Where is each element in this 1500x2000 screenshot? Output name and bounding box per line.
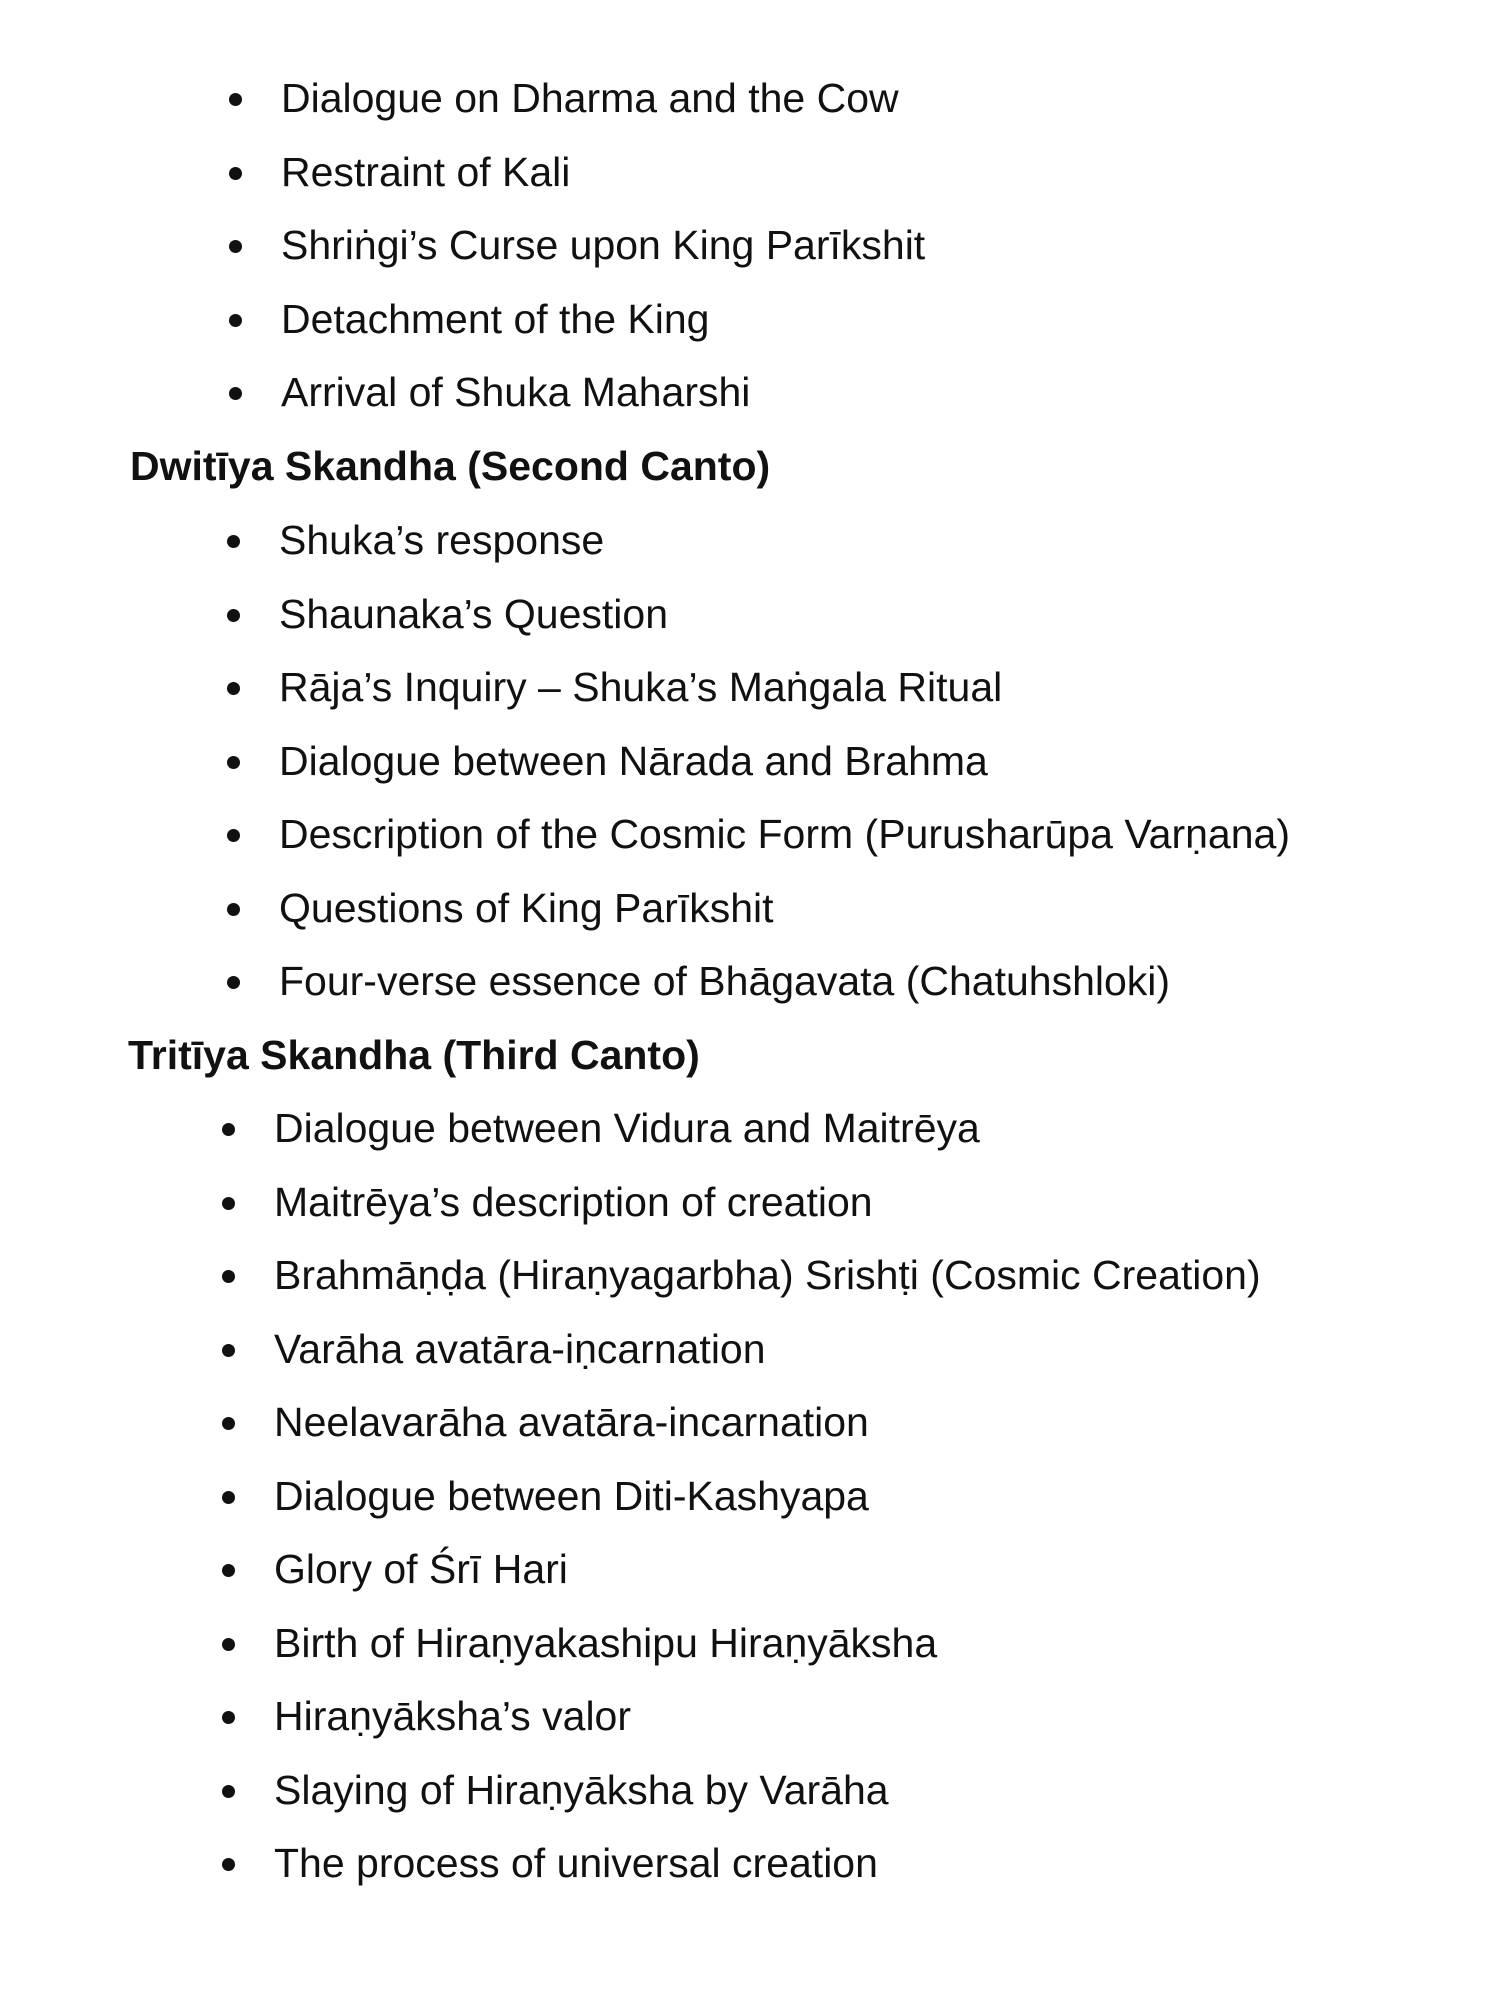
bullet-icon bbox=[222, 1785, 235, 1798]
list-item bbox=[281, 356, 925, 430]
list-item-text: Birth of Hiraṇyakashipu Hiraṇyāksha bbox=[274, 1619, 938, 1666]
bullet-icon bbox=[222, 1858, 235, 1871]
list-item-text: Four-verse essence of Bhāgavata (Chatuhshloki) bbox=[279, 958, 1171, 1004]
list-item-text: Dialogue between Diti-Kashyapa bbox=[274, 1472, 869, 1519]
bullet-icon bbox=[222, 1638, 235, 1651]
list-item bbox=[281, 283, 925, 357]
bullet-icon bbox=[222, 1270, 235, 1283]
bullet-icon bbox=[227, 829, 240, 842]
list-item-text: Shriṅgi’s Curse upon King Parīkshit bbox=[281, 222, 926, 268]
bullet-icon bbox=[222, 1123, 235, 1136]
list-item-text: Dialogue on Dharma and the Cow bbox=[281, 75, 899, 121]
bullet-icon bbox=[222, 1491, 235, 1504]
list-item bbox=[279, 872, 1290, 946]
list-item bbox=[279, 945, 1290, 1019]
third-canto-heading: Tritīya Skandha (Third Canto) bbox=[128, 1032, 700, 1078]
list-item bbox=[279, 578, 1290, 652]
list-item bbox=[281, 62, 925, 136]
list-item-text: Hiraṇyāksha’s valor bbox=[274, 1693, 632, 1739]
list-item bbox=[274, 1533, 1261, 1607]
list-item-text: Rāja’s Inquiry – Shuka’s Maṅgala Ritual bbox=[279, 664, 1003, 710]
list-item-text: Questions of King Parīkshit bbox=[279, 884, 774, 931]
list-item bbox=[274, 1313, 1261, 1387]
list-item bbox=[279, 504, 1290, 578]
list-item-text: The process of universal creation bbox=[274, 1840, 878, 1886]
list-item bbox=[281, 136, 925, 210]
list-item-text: Brahmāṇḍa (Hiraṇyagarbha) Srishṭi (Cosmic Creation) bbox=[274, 1252, 1261, 1298]
bullet-icon bbox=[227, 976, 240, 989]
list-item-text: Dialogue between Vidura and Maitrēya bbox=[274, 1105, 980, 1151]
list-item bbox=[279, 725, 1290, 799]
bullet-icon bbox=[222, 1197, 235, 1210]
bullet-icon bbox=[229, 387, 242, 400]
list-item-text: Dialogue between Nārada and Brahma bbox=[279, 737, 988, 784]
list-item bbox=[274, 1680, 1261, 1754]
list-item bbox=[274, 1092, 1261, 1166]
second-canto-list bbox=[279, 504, 1290, 1019]
bullet-icon bbox=[222, 1344, 235, 1357]
list-item-text: Neelavarāha avatāra-incarnation bbox=[274, 1399, 869, 1445]
list-item bbox=[279, 651, 1290, 725]
list-item-text: Slaying of Hiraṇyāksha by Varāha bbox=[274, 1766, 889, 1813]
bullet-icon bbox=[227, 609, 240, 622]
first-canto-list bbox=[281, 62, 925, 430]
third-canto-list bbox=[274, 1092, 1261, 1901]
list-item-text: Glory of Śrī Hari bbox=[274, 1546, 568, 1592]
list-item bbox=[274, 1239, 1261, 1313]
list-item bbox=[281, 209, 925, 283]
bullet-icon bbox=[227, 682, 240, 695]
bullet-icon bbox=[227, 535, 240, 548]
bullet-icon bbox=[229, 314, 242, 327]
list-item-text: Arrival of Shuka Maharshi bbox=[281, 369, 751, 415]
list-item-text: Maitrēya’s description of creation bbox=[274, 1178, 873, 1225]
bullet-icon bbox=[227, 903, 240, 916]
list-item-text: Shaunaka’s Question bbox=[279, 590, 669, 637]
list-item-text: Shuka’s response bbox=[279, 517, 605, 563]
list-item bbox=[274, 1754, 1261, 1828]
bullet-icon bbox=[222, 1564, 235, 1577]
bullet-icon bbox=[222, 1417, 235, 1430]
list-item-text: Detachment of the King bbox=[281, 295, 710, 342]
list-item-text: Varāha avatāra-iṇcarnation bbox=[274, 1325, 766, 1372]
list-item bbox=[274, 1827, 1261, 1901]
bullet-icon bbox=[227, 756, 240, 769]
list-item bbox=[274, 1386, 1261, 1460]
list-item bbox=[274, 1166, 1261, 1240]
second-canto-heading: Dwitīya Skandha (Second Canto) bbox=[130, 443, 771, 489]
list-item bbox=[279, 798, 1290, 872]
list-item bbox=[274, 1607, 1261, 1681]
bullet-icon bbox=[222, 1711, 235, 1724]
bullet-icon bbox=[229, 240, 242, 253]
bullet-icon bbox=[229, 167, 242, 180]
list-item-text: Restraint of Kali bbox=[281, 148, 571, 195]
list-item-text: Description of the Cosmic Form (Purusharūpa Varṇana) bbox=[279, 811, 1290, 857]
bullet-icon bbox=[229, 93, 242, 106]
list-item bbox=[274, 1460, 1261, 1534]
